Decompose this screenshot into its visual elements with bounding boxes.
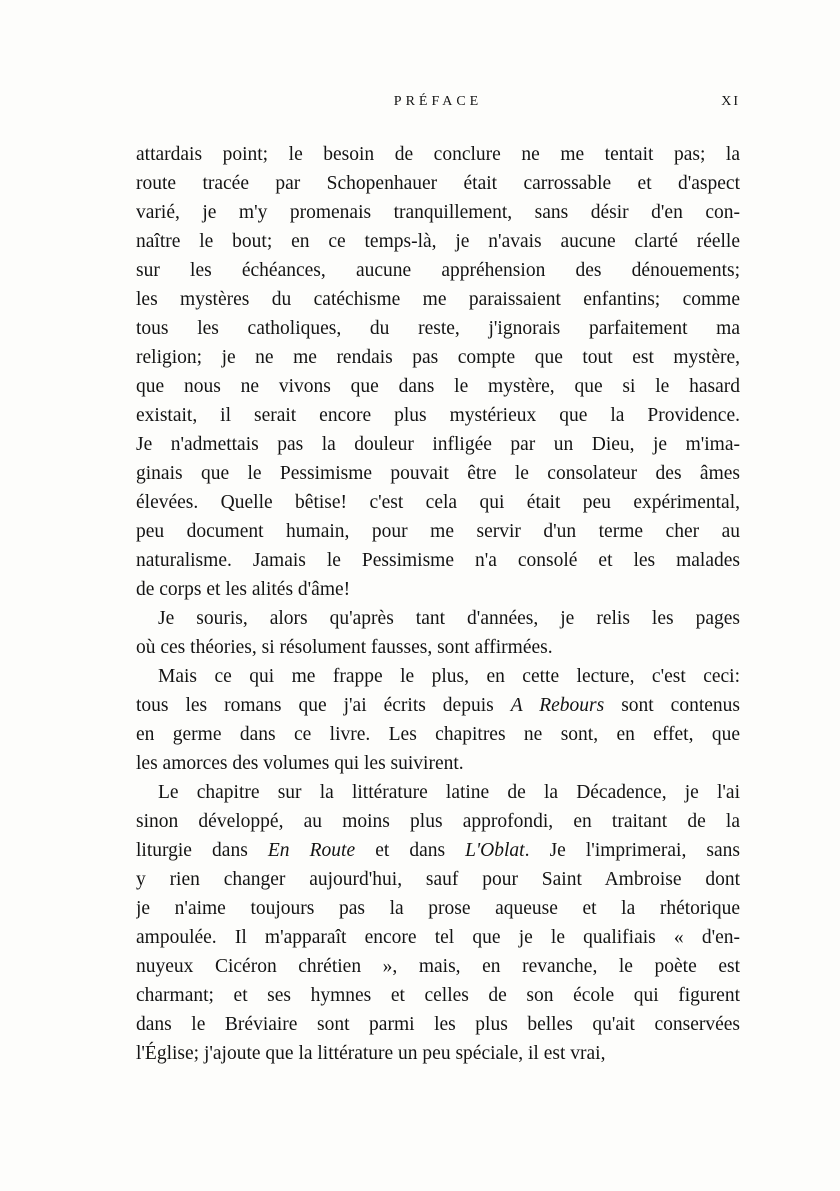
text-line xyxy=(136,575,740,604)
text-segment: où ces théories, si résolument fausses, sont affirmées. xyxy=(136,637,553,658)
text-segment: nuyeux Cicéron chrétien », mais, en revanche, le poète est xyxy=(136,956,740,977)
text-segment: y rien changer aujourd'hui, sauf pour Saint Ambroise dont xyxy=(136,869,740,890)
text-segment: naître le bout; en ce temps-là, je n'avais aucune clarté réelle xyxy=(136,231,740,252)
text-segment: route tracée par Schopenhauer était carrossable et d'aspect xyxy=(136,173,740,194)
text-line xyxy=(136,140,740,169)
text-segment: tous les catholiques, du reste, j'ignorais parfaitement ma xyxy=(136,318,740,339)
text-segment: en germe dans ce livre. Les chapitres ne sont, en effet, que xyxy=(136,724,740,745)
text-line xyxy=(136,1010,740,1039)
text-segment: je n'aime toujours pas la prose aqueuse et la rhétorique xyxy=(136,898,740,919)
text-line xyxy=(136,256,740,285)
text-line xyxy=(136,807,740,836)
text-segment: et dans xyxy=(355,840,466,861)
text-line xyxy=(136,749,740,778)
text-segment: attardais point; le besoin de conclure ne me tentait pas; la xyxy=(136,144,740,165)
text-segment: ampoulée. Il m'apparaît encore tel que je le qualifiais « d'en- xyxy=(136,927,740,948)
text-segment: les amorces des volumes qui les suivirent. xyxy=(136,753,464,774)
text-segment: les mystères du catéchisme me paraissaient enfantins; comme xyxy=(136,289,740,310)
text-segment: ginais que le Pessimisme pouvait être le consolateur des âmes xyxy=(136,463,740,484)
text-segment: liturgie dans xyxy=(136,840,268,861)
text-segment: de corps et les alités d'âme! xyxy=(136,579,351,600)
text-segment: naturalisme. Jamais le Pessimisme n'a consolé et les malades xyxy=(136,550,740,571)
text-segment: religion; je ne me rendais pas compte que tout est mystère, xyxy=(136,347,740,368)
text-segment: Le chapitre sur la littérature latine de la Décadence, je l'ai xyxy=(158,782,740,803)
running-title: PRÉFACE xyxy=(393,94,483,109)
text-line xyxy=(136,981,740,1010)
body-text xyxy=(136,140,740,1068)
text-line xyxy=(136,198,740,227)
text-line xyxy=(136,1039,740,1068)
text-segment: . Je l'imprimerai, sans xyxy=(524,840,740,861)
text-segment: existait, il serait encore plus mystérieux que la Providence. xyxy=(136,405,740,426)
text-line xyxy=(136,633,740,662)
text-line xyxy=(136,952,740,981)
text-line xyxy=(136,459,740,488)
text-line xyxy=(136,314,740,343)
text-segment: l'Église; j'ajoute que la littérature un peu spéciale, il est vrai, xyxy=(136,1043,606,1064)
text-line xyxy=(136,778,740,807)
text-line xyxy=(136,517,740,546)
text-segment: que nous ne vivons que dans le mystère, que si le hasard xyxy=(136,376,740,397)
italic-title: L'Oblat xyxy=(465,840,525,861)
text-line xyxy=(136,285,740,314)
text-line xyxy=(136,372,740,401)
text-line xyxy=(136,894,740,923)
text-line xyxy=(136,720,740,749)
text-segment: sinon développé, au moins plus approfondi, en traitant de la xyxy=(136,811,740,832)
running-head xyxy=(136,94,740,114)
page-number: XI xyxy=(721,94,740,109)
text-segment: varié, je m'y promenais tranquillement, sans désir d'en con- xyxy=(136,202,740,223)
italic-title: A Rebours xyxy=(510,695,605,716)
text-line xyxy=(136,836,740,865)
text-segment: peu document humain, pour me servir d'un terme cher au xyxy=(136,521,740,542)
text-segment: élevées. Quelle bêtise! c'est cela qui était peu expérimental, xyxy=(136,492,740,513)
text-line xyxy=(136,401,740,430)
text-line xyxy=(136,865,740,894)
text-line xyxy=(136,546,740,575)
text-segment: tous les romans que j'ai écrits depuis xyxy=(136,695,511,716)
text-segment: sur les échéances, aucune appréhension des dénouements; xyxy=(136,260,740,281)
text-segment: dans le Bréviaire sont parmi les plus belles qu'ait conservées xyxy=(136,1014,740,1035)
text-line xyxy=(136,604,740,633)
text-line xyxy=(136,227,740,256)
text-segment: Je souris, alors qu'après tant d'années, je relis les pages xyxy=(158,608,740,629)
text-segment: Mais ce qui me frappe le plus, en cette lecture, c'est ceci: xyxy=(158,666,740,687)
text-segment: sont contenus xyxy=(604,695,740,716)
italic-title: En Route xyxy=(267,840,356,861)
text-line xyxy=(136,662,740,691)
text-line xyxy=(136,923,740,952)
text-line xyxy=(136,169,740,198)
text-line xyxy=(136,430,740,459)
text-segment: charmant; et ses hymnes et celles de son école qui figurent xyxy=(136,985,740,1006)
text-segment: Je n'admettais pas la douleur infligée par un Dieu, je m'ima- xyxy=(136,434,740,455)
text-line xyxy=(136,343,740,372)
text-line xyxy=(136,691,740,720)
text-line xyxy=(136,488,740,517)
